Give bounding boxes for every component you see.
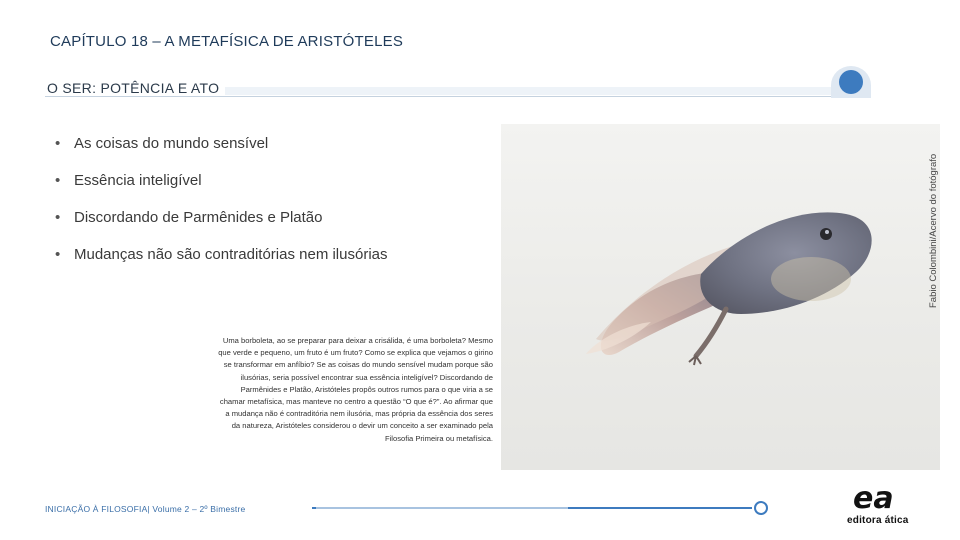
tadpole-illustration bbox=[501, 124, 940, 470]
bullet-list bbox=[55, 128, 388, 276]
bullet-text: As coisas do mundo sensível bbox=[74, 135, 269, 152]
logo-mark-text: ea bbox=[853, 482, 894, 512]
chapter-title: CAPÍTULO 18 – A METAFÍSICA DE ARISTÓTELES bbox=[50, 33, 404, 50]
circle-badge-icon bbox=[831, 66, 871, 98]
bullet-text: Discordando de Parmênides e Platão bbox=[74, 209, 323, 226]
logo-text: editora ática bbox=[847, 515, 909, 526]
bullet-icon: • bbox=[55, 172, 61, 189]
bullet-item bbox=[55, 202, 388, 239]
bullet-item bbox=[55, 165, 388, 202]
photo-credit: Fabio Colombini/Acervo do fotógrafo bbox=[928, 153, 939, 308]
footer-ring-icon bbox=[754, 501, 768, 515]
image-caption: Uma borboleta, ao se preparar para deixar a crisálida, é uma borboleta? Mesmo que verde e pequeno, um fruto é um fruto? Como se explica que vejamos o girino se transformar em anfíbio? Se as coisas do mundo sensível mudam porque são ilusórias, seria possível encontrar sua essência inteligível? Discordando de Parmênides e Platão, Aristóteles propôs outros rumos para o que viria a se chamar metafísica, mas manteve no centro a questão “O que é?”. Ao afirmar que a mudança não é contraditória nem ilusória, mas própria da essência dos seres da natureza, Aristóteles considerou o devir um conceito a ser examinado pela Filosofia Primeira ou metafísica. bbox=[218, 336, 493, 443]
section-title: O SER: POTÊNCIA E ATO bbox=[47, 80, 220, 96]
ea-logo-icon bbox=[853, 482, 901, 512]
bullet-icon: • bbox=[55, 135, 61, 152]
footer-progress-track bbox=[316, 507, 568, 509]
tadpole-photo bbox=[501, 124, 940, 470]
bullet-text: Essência inteligível bbox=[74, 172, 202, 189]
footer-text: INICIAÇÃO À FILOSOFIA| Volume 2 – 2º Bimestre bbox=[45, 504, 246, 514]
bullet-item bbox=[55, 128, 388, 165]
bullet-item bbox=[55, 239, 388, 276]
bullet-text: Mudanças não são contraditórias nem ilusórias bbox=[74, 246, 388, 263]
bullet-icon: • bbox=[55, 209, 61, 226]
section-divider bbox=[45, 96, 840, 97]
publisher-logo bbox=[845, 482, 915, 528]
section-band bbox=[225, 87, 840, 95]
bullet-icon: • bbox=[55, 246, 61, 263]
